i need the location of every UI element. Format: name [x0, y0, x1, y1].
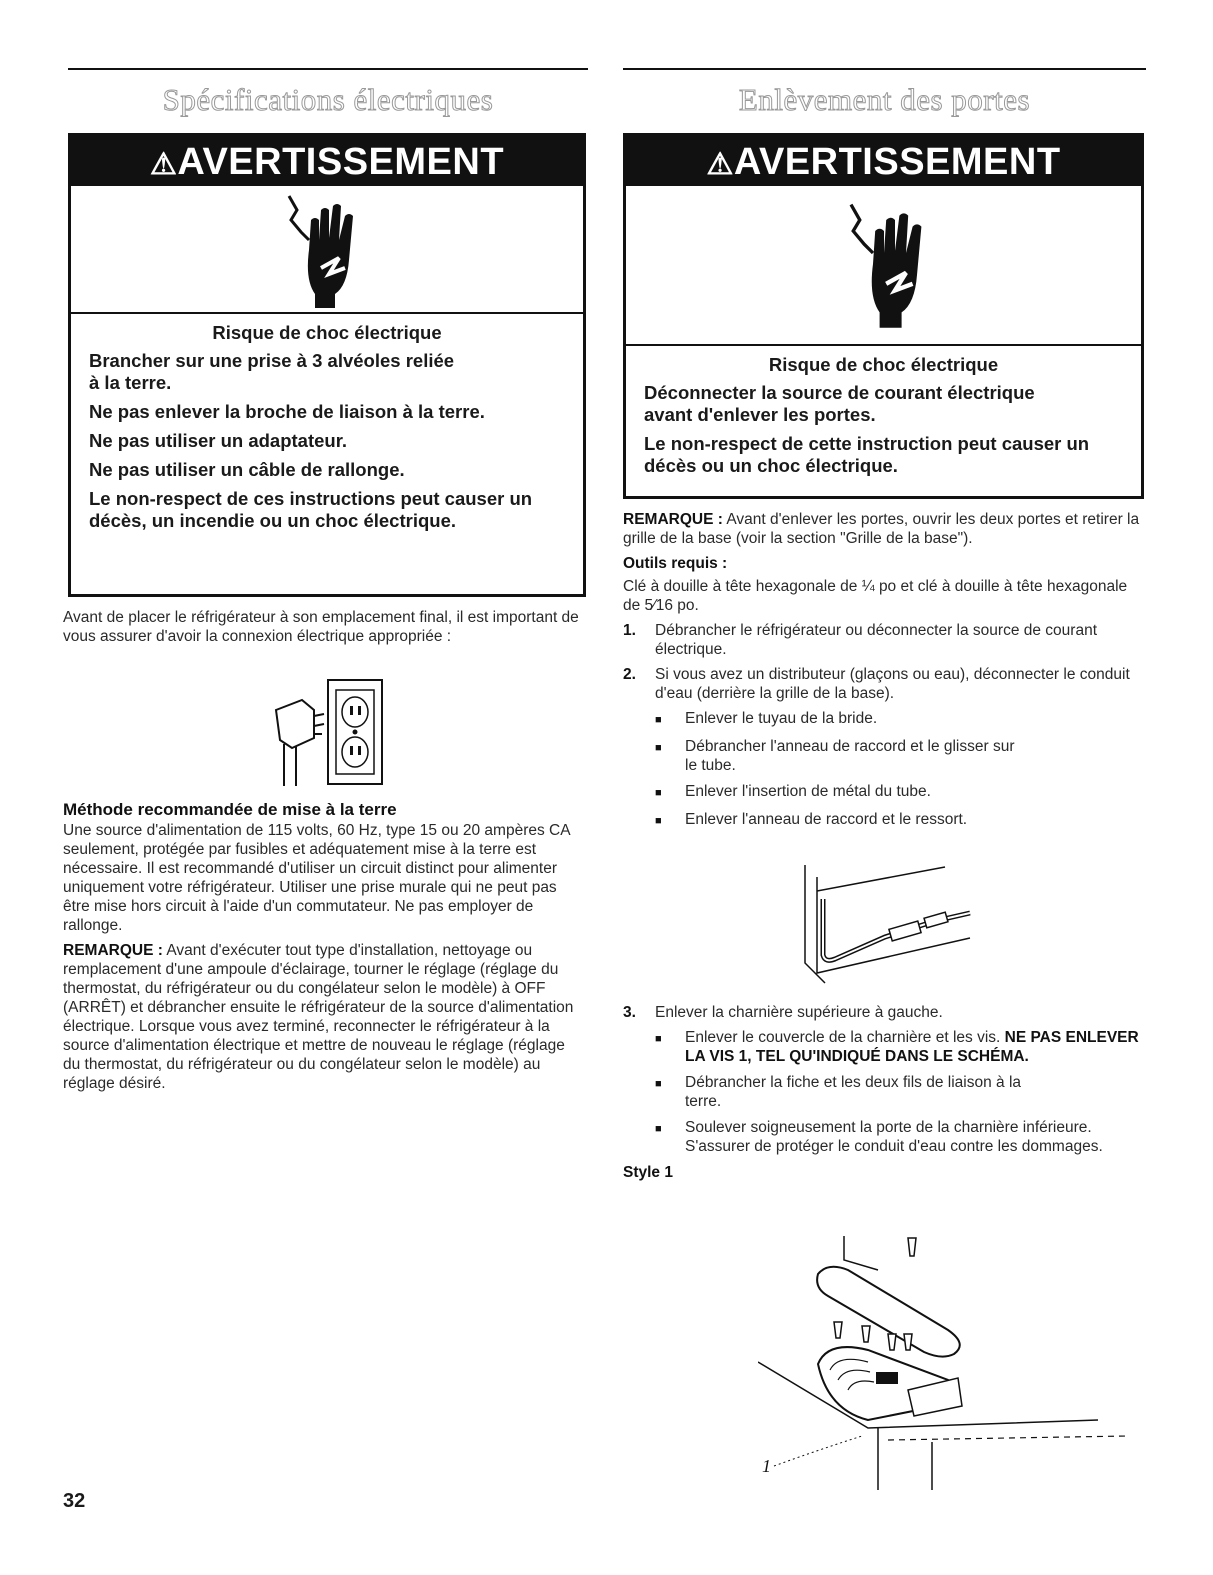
step-3-bullet: [655, 1118, 1145, 1156]
style-label: Style 1: [623, 1164, 673, 1181]
right-warning-header: [626, 136, 1141, 186]
right-note: [623, 510, 1145, 548]
step-2-bullet-2: Débrancher l'anneau de raccord et le glisser sur le tube.: [685, 738, 1015, 774]
step-3: [623, 1003, 1145, 1022]
bullet-square-icon: ■: [655, 1123, 662, 1135]
step-3-bullet-2: Débrancher la fiche et les deux fils de liaison à la terre.: [685, 1074, 1022, 1110]
step-1-num: 1.: [623, 622, 636, 639]
electric-shock-hand-icon: [840, 194, 950, 334]
tools-label: Outils requis :: [623, 555, 728, 572]
bullet-square-icon: ■: [655, 815, 662, 827]
left-method-section: [63, 800, 583, 1099]
left-warning-box: [68, 133, 586, 597]
left-warning-line-1: Brancher sur une prise à 3 alvéoles reliée à la terre.: [89, 350, 455, 393]
left-note-label: REMARQUE :: [63, 942, 163, 959]
right-risk-title: Risque de choc électrique: [768, 354, 999, 375]
right-warning-title: AVERTISSEMENT: [733, 141, 1061, 183]
right-warning-line-1: Déconnecter la source de courant électrique avant d'enlever les portes.: [644, 382, 1035, 425]
step-3-num: 3.: [623, 1004, 636, 1021]
left-warning-line-4: Ne pas utiliser un câble de rallonge.: [89, 459, 405, 480]
water-line-connection-diagram: [795, 863, 975, 988]
top-hinge-diagram: [758, 1230, 1138, 1490]
left-risk-title: Risque de choc électrique: [212, 322, 442, 343]
step-2: [623, 665, 1145, 703]
step-1: [623, 621, 1145, 659]
right-shock-hazard-area: [626, 186, 1141, 346]
left-warning-text: [71, 314, 583, 545]
electric-shock-hand-icon: [279, 190, 379, 310]
tools-text: Clé à douille à tête hexagonale de ¼ po et clé à douille à tête hexagonale de 5⁄16 po.: [623, 578, 1128, 614]
right-top-rule: [623, 68, 1146, 70]
warning-triangle-icon: ⚠: [149, 148, 178, 181]
bullet-square-icon: ■: [655, 787, 662, 799]
bullet-square-icon: ■: [655, 742, 662, 754]
step-3-bullet-1: [685, 1028, 1145, 1066]
right-note-label: REMARQUE :: [623, 511, 723, 528]
right-body-top: [623, 510, 1145, 838]
method-heading: Méthode recommandée de mise à la terre: [63, 800, 397, 819]
left-warning-line-5: Le non-respect de ces instructions peut causer un décès, un incendie ou un choc électrique.: [89, 488, 533, 531]
right-warning-box: [623, 133, 1144, 499]
bullet-square-icon: ■: [655, 1033, 662, 1045]
right-section-title: Enlèvement des portes: [738, 82, 1031, 117]
left-intro-text: Avant de placer le réfrigérateur à son emplacement final, il est important de vous assurer d'avoir la connexion électrique appropriée :: [63, 609, 579, 645]
step-2-bullet-1: Enlever le tuyau de la bride.: [685, 710, 878, 727]
step-2-bullet: [655, 709, 1145, 730]
right-body-step3: [623, 1003, 1145, 1182]
left-warning-header: [71, 136, 583, 186]
step-1-text: Débrancher le réfrigérateur ou déconnecter la source de courant électrique.: [655, 622, 1098, 658]
left-section-title: Spécifications électriques: [162, 82, 494, 117]
left-top-rule: [68, 68, 588, 70]
method-text: Une source d'alimentation de 115 volts, 60 Hz, type 15 ou 20 ampères CA seulement, protégée par fusibles et adéquatement mise à la terre est nécessaire. Il est recommandé d'utiliser un circuit distinct pour alimenter uniquement votre réfrigérateur. Utiliser une prise murale qui ne peut pas être mise hors circuit à l'aide d'un commutateur. Ne pas employer de rallonge.: [63, 822, 570, 934]
step-3-bullet-1-emphasis: NE PAS ENLEVER LA VIS 1, TEL QU'INDIQUÉ DANS LE SCHÉMA.: [685, 1029, 1139, 1065]
bullet-square-icon: ■: [655, 1078, 662, 1090]
bullet-square-icon: ■: [655, 714, 662, 726]
step-3-text: Enlever la charnière supérieure à gauche.: [655, 1004, 943, 1021]
step-2-text: Si vous avez un distributeur (glaçons ou eau), déconnecter le conduit d'eau (derrière la grille de la base).: [655, 666, 1130, 702]
step-2-bullet: [655, 810, 1145, 831]
step-2-bullet: [655, 737, 1145, 775]
left-warning-line-3: Ne pas utiliser un adaptateur.: [89, 430, 348, 451]
step-2-bullet-3: Enlever l'insertion de métal du tube.: [685, 783, 931, 800]
right-warning-line-2: Le non-respect de cette instruction peut causer un décès ou un choc électrique.: [644, 433, 1090, 476]
left-intro: [63, 608, 583, 652]
step-2-bullet: [655, 782, 1145, 803]
left-note-text: Avant d'exécuter tout type d'installation, nettoyage ou remplacement d'une ampoule d'éclairage, tourner le réglage (réglage du thermostat, du réfrigérateur ou du congélateur selon le modèle) à OFF (ARRÊT) et débrancher ensuite le réfrigérateur de la source d'alimentation électrique. Lorsque vous avez terminé, reconnecter le réfrigérateur à la source d'alimentation électrique et mettre de nouveau le réglage (réglage du thermostat, du réfrigérateur ou du congélateur selon le modèle) au réglage désiré.: [63, 942, 574, 1092]
step-3-bullet-3: Soulever soigneusement la porte de la charnière inférieure. S'assurer de protéger le conduit d'eau contre les dommages.: [685, 1119, 1103, 1155]
step-3-bullet: [655, 1073, 1145, 1111]
right-warning-text: [626, 346, 1141, 490]
right-note-text: Avant d'enlever les portes, ouvrir les deux portes et retirer la grille de la base (voir la section "Grille de la base").: [623, 511, 1140, 547]
left-warning-line-2: Ne pas enlever la broche de liaison à la terre.: [89, 401, 485, 422]
left-shock-hazard-area: [71, 186, 583, 314]
figure-callout-1: 1: [762, 1456, 771, 1476]
step-3-bullet: [655, 1028, 1145, 1066]
step-2-num: 2.: [623, 666, 636, 683]
left-note: [63, 941, 583, 1093]
warning-triangle-icon: ⚠: [706, 148, 734, 181]
grounded-outlet-plug-icon: [262, 678, 392, 788]
page-number: 32: [63, 1490, 86, 1512]
step-3-bullet-1-text: Enlever le couvercle de la charnière et les vis.: [685, 1029, 1001, 1046]
step-2-bullet-4: Enlever l'anneau de raccord et le ressort.: [685, 811, 968, 828]
left-warning-title: AVERTISSEMENT: [177, 141, 505, 183]
